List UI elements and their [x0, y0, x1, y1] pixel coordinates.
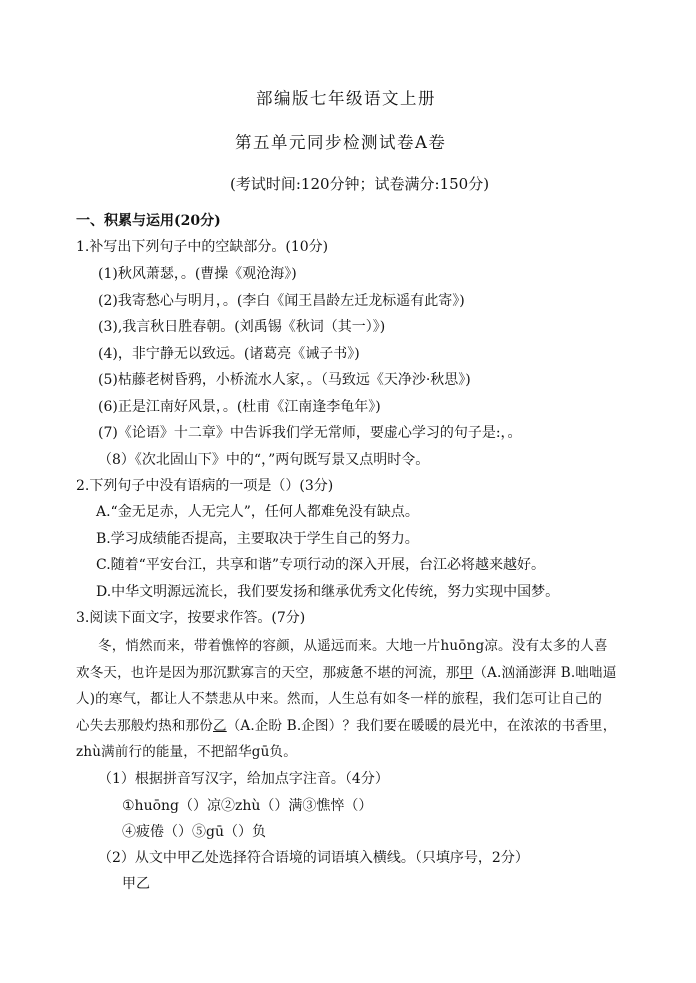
document-subtitle: 第五单元同步检测试卷A卷 — [235, 133, 447, 152]
document-title: 部编版七年级语文上册 — [256, 89, 436, 108]
question-1-item: (6)正是江南好风景，。(杜甫《江南逢李龟年》) — [98, 399, 381, 415]
question-2-option: A.“金无足赤，人无完人”，任何人都难免没有缺点。 — [96, 504, 419, 520]
passage-line — [76, 664, 616, 682]
question-1-item: (4)，非宁静无以致远。(诸葛亮《诫子书》) — [98, 346, 360, 362]
question-1-stem: 1.补写出下列句子中的空缺部分。(10分) — [76, 239, 329, 255]
question-1-item: (1)秋风萧瑟，。(曹操《观沧海》) — [98, 266, 297, 282]
question-1-item: (3),我言秋日胜春朝。(刘禹锡《秋词（其一）》) — [98, 319, 386, 335]
passage-line: 冬，悄然而来，带着憔悴的容颜，从遥远而来。大地一片huōng凉。没有太多的人喜 — [98, 638, 608, 654]
passage-line: zhù满前行的能量，不把韶华gū负。 — [76, 744, 297, 760]
question-2-option: B.学习成绩能否提高，主要取决于学生自己的努力。 — [96, 531, 419, 547]
subquestion-1-stem: （1）根据拼音写汉字，给加点字注音。（4分） — [98, 771, 389, 787]
question-1-item: (7)《论语》十二章》中告诉我们学无常师，要虚心学习的句子是:，。 — [98, 425, 522, 441]
passage-line: 人)的寒气，都让人不禁悲从中来。然而，人生总有如冬一样的旅程，我们怎可让自己的 — [76, 691, 603, 707]
question-3-stem: 3.阅读下面文字，按要求作答。(7分) — [76, 610, 306, 626]
question-2-option: C.随着“平安台江，共享和谐”专项行动的深入开展，台江必将越来越好。 — [96, 557, 545, 573]
question-1-item: (5)枯藤老树昏鸦，小桥流水人家，。（马致远《天净沙·秋思》) — [98, 372, 471, 388]
question-2-stem: 2.下列句子中没有语病的一项是（）(3分) — [76, 478, 334, 494]
question-2-option: D.中华文明源远流长，我们要发扬和继承优秀文化传统，努力实现中国梦。 — [96, 584, 560, 600]
blank-mark-yi: 乙 — [213, 718, 227, 734]
section-heading: 一、积累与运用(20分) — [76, 213, 221, 229]
exam-info: (考试时间:120分钟；试卷满分:150分) — [230, 175, 490, 193]
passage-text: 心失去那般灼热和那份 — [76, 718, 213, 734]
blank-mark-jia: 甲 — [459, 665, 474, 681]
question-1-item: （8）《次北固山下》中的“，”两句既写景又点明时令。 — [98, 452, 430, 468]
subquestion-2-answer: 甲乙 — [122, 876, 150, 892]
subquestion-1-line: ④疲倦（）⑤gū（）负 — [122, 824, 266, 840]
passage-line — [76, 717, 616, 735]
passage-text: （A.企盼 B.企图）？我们要在暖暖的晨光中，在浓浓的书香里， — [226, 718, 617, 734]
question-1-item: (2)我寄愁心与明月，。(李白《闻王昌龄左迁龙标遥有此寄》) — [98, 293, 465, 309]
passage-text: （A.汹涌澎湃 B.咄咄逼 — [473, 665, 617, 681]
subquestion-2-stem: （2）从文中甲乙处选择符合语境的词语填入横线。（只填序号，2分） — [98, 850, 529, 866]
passage-text: 欢冬天，也许是因为那沉默寡言的天空，那疲惫不堪的河流，那 — [76, 665, 460, 681]
subquestion-1-line: ①huōng（）凉②zhù（）满③憔悴（） — [122, 798, 373, 814]
